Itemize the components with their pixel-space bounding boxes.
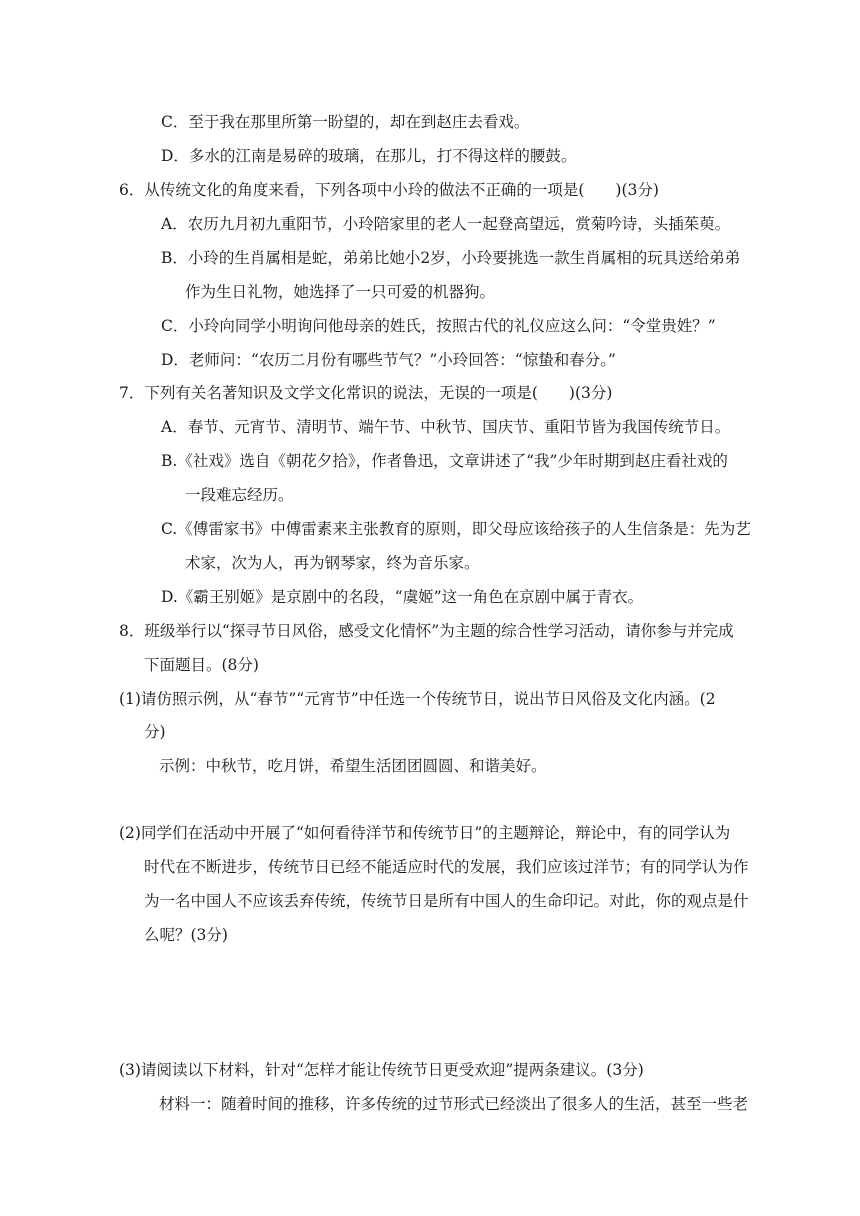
q8-stem-line2: 下面题目。(8分): [144, 656, 259, 674]
q8-sub3-material1: 材料一：随着时间的推移，许多传统的过节形式已经淡出了很多人的生活，甚至一些老: [159, 1095, 749, 1113]
q8-sub2-line1: (2)同学们在活动中开展了“如何看待洋节和传统节日”的主题辩论，辩论中，有的同学认为: [119, 824, 731, 842]
q8-stem-line1: 8．班级举行以“探寻节日风俗，感受文化情怀”为主题的综合性学习活动，请你参与并完成: [119, 622, 734, 640]
q8-sub2-line3: 为一名中国人不应该丢弃传统，传统节日是所有中国人的生命印记。对此，你的观点是什: [144, 892, 749, 910]
q8-sub3-line1: (3)请阅读以下材料，针对“怎样才能让传统节日更受欢迎”提两条建议。(3分): [119, 1061, 644, 1079]
q7-option-d: D.《霸王别姬》是京剧中的名段，“虞姬”这一角色在京剧中属于青衣。: [161, 588, 644, 606]
q5-option-c: C．至于我在那里所第一盼望的，却在到赵庄去看戏。: [161, 113, 530, 131]
q8-sub1-example: 示例：中秋节，吃月饼，希望生活团团圆圆、和谐美好。: [159, 757, 547, 775]
q7-option-b-line1: B.《社戏》选自《朝花夕拾》，作者鲁迅，文章讲述了“我”少年时期到赵庄看社戏的: [161, 452, 728, 470]
q6-option-c: C．小玲向同学小明询问他母亲的姓氏，按照古代的礼仪应这么问：“令堂贵姓？”: [161, 317, 716, 335]
q7-option-c-line2: 术家，次为人，再为钢琴家，终为音乐家。: [185, 554, 480, 572]
q7-stem: 7．下列有关名著知识及文学文化常识的说法，无误的一项是( )(3分): [119, 384, 613, 402]
q6-option-d: D．老师问：“农历二月份有哪些节气？”小玲回答：“惊蛰和春分。”: [161, 351, 616, 369]
q8-sub1-line2: 分): [144, 723, 166, 741]
q5-option-d: D．多水的江南是易碎的玻璃，在那儿，打不得这样的腰鼓。: [161, 147, 577, 165]
q7-option-a: A．春节、元宵节、清明节、端午节、中秋节、国庆节、重阳节皆为我国传统节日。: [161, 418, 731, 436]
q8-sub1-line1: (1)请仿照示例，从“春节”“元宵节”中任选一个传统节日，说出节日风俗及文化内涵。(2: [119, 690, 716, 708]
q6-option-b-line2: 作为生日礼物，她选择了一只可爱的机器狗。: [185, 283, 496, 301]
q6-stem: 6．从传统文化的角度来看，下列各项中小玲的做法不正确的一项是( )(3分): [119, 181, 659, 199]
q8-sub2-line4: 么呢？(3分): [144, 926, 228, 944]
q7-option-b-line2: 一段难忘经历。: [185, 486, 294, 504]
q6-option-b-line1: B．小玲的生肖属相是蛇，弟弟比她小2岁，小玲要挑选一款生肖属相的玩具送给弟弟: [161, 249, 741, 267]
q6-option-a: A．农历九月初九重阳节，小玲陪家里的老人一起登高望远，赏菊吟诗，头插茱萸。: [161, 215, 731, 233]
q8-sub2-line2: 时代在不断进步，传统节日已经不能适应时代的发展，我们应该过洋节；有的同学认为作: [144, 858, 749, 876]
q7-option-c-line1: C.《傅雷家书》中傅雷素来主张教育的原则，即父母应该给孩子的人生信条是：先为艺: [161, 520, 751, 538]
